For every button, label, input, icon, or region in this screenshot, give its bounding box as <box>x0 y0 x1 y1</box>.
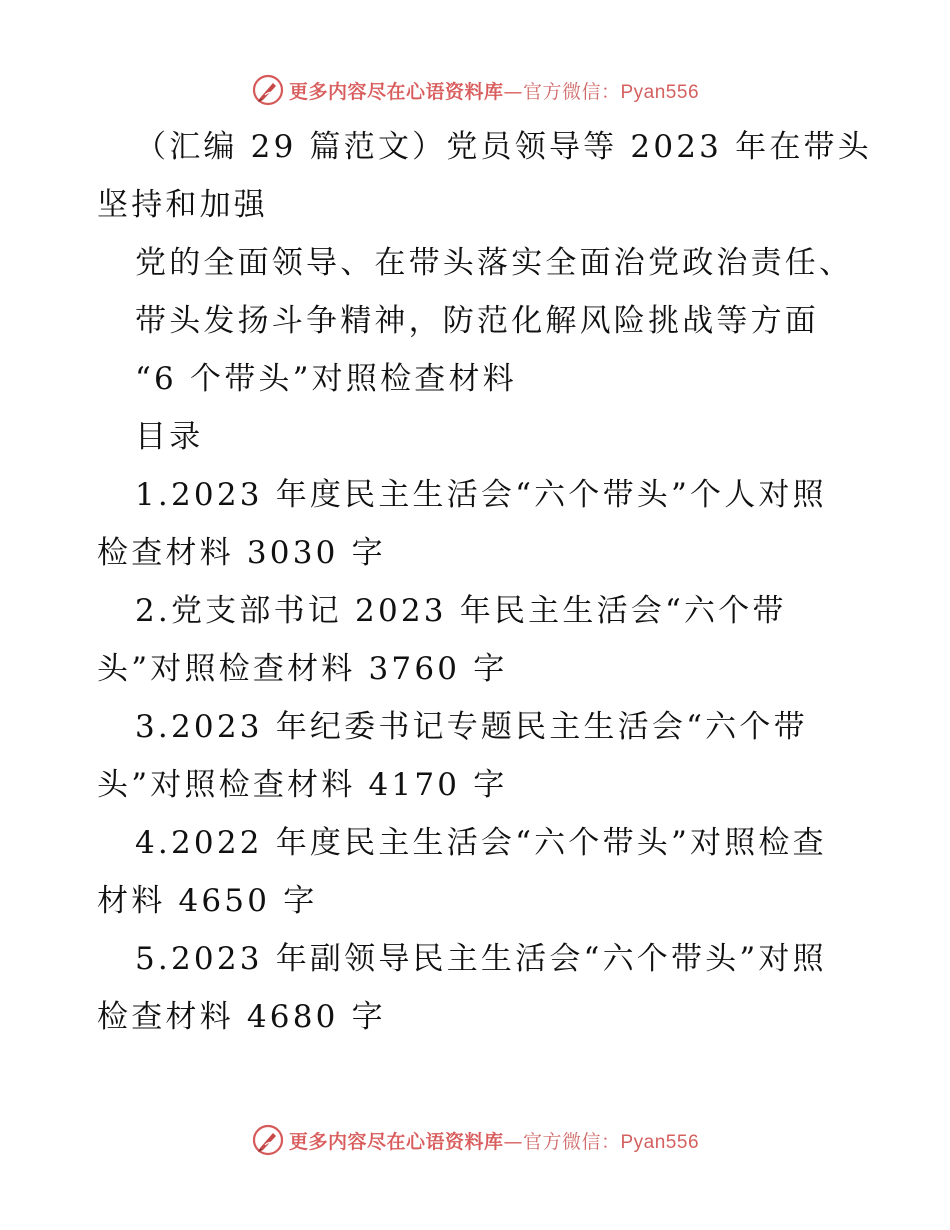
footer-watermark <box>0 1122 950 1158</box>
toc-heading: 目录 <box>135 419 204 455</box>
toc-item: 2.党支部书记 2023 年民主生活会“六个带 <box>135 593 787 629</box>
title-line: 带头发扬斗争精神，防范化解风险挑战等方面 <box>135 303 819 339</box>
watermark-wechat-id: Pyan556 <box>620 81 700 103</box>
toc-item: 1.2023 年度民主生活会“六个带头”个人对照 <box>135 477 827 513</box>
watermark-wechat-label: 官方微信： <box>522 80 621 103</box>
pen-logo-icon <box>251 1123 285 1157</box>
title-line: （汇编 29 篇范文）党员领导等 2023 年在带头 <box>135 129 872 165</box>
watermark-dash: — <box>503 80 523 103</box>
title-line: 坚持和加强 <box>97 187 268 223</box>
watermark-wechat-label: 官方微信： <box>522 1130 621 1153</box>
watermark-wechat-id: Pyan556 <box>620 1131 700 1153</box>
watermark-site: 更多内容尽在心语资料库 <box>288 80 504 103</box>
pen-logo-icon <box>251 73 285 107</box>
toc-item-continuation: 头”对照检查材料 4170 字 <box>97 767 508 803</box>
toc-item: 5.2023 年副领导民主生活会“六个带头”对照 <box>135 941 827 977</box>
toc-item-continuation: 头”对照检查材料 3760 字 <box>97 651 508 687</box>
document-body <box>97 118 872 1046</box>
watermark-text <box>289 1127 699 1154</box>
header-watermark <box>0 72 950 108</box>
toc-item-continuation: 材料 4650 字 <box>97 883 318 919</box>
toc-item: 4.2022 年度民主生活会“六个带头”对照检查 <box>135 825 827 861</box>
watermark-site: 更多内容尽在心语资料库 <box>288 1130 504 1153</box>
title-line: 党的全面领导、在带头落实全面治党政治责任、 <box>135 245 854 281</box>
toc-item-continuation: 检查材料 3030 字 <box>97 535 386 571</box>
watermark-text <box>289 77 699 104</box>
watermark-dash: — <box>503 1130 523 1153</box>
toc-item: 3.2023 年纪委书记专题民主生活会“六个带 <box>135 709 808 745</box>
toc-item-continuation: 检查材料 4680 字 <box>97 999 386 1035</box>
title-line: “6 个带头”对照检查材料 <box>135 361 517 397</box>
